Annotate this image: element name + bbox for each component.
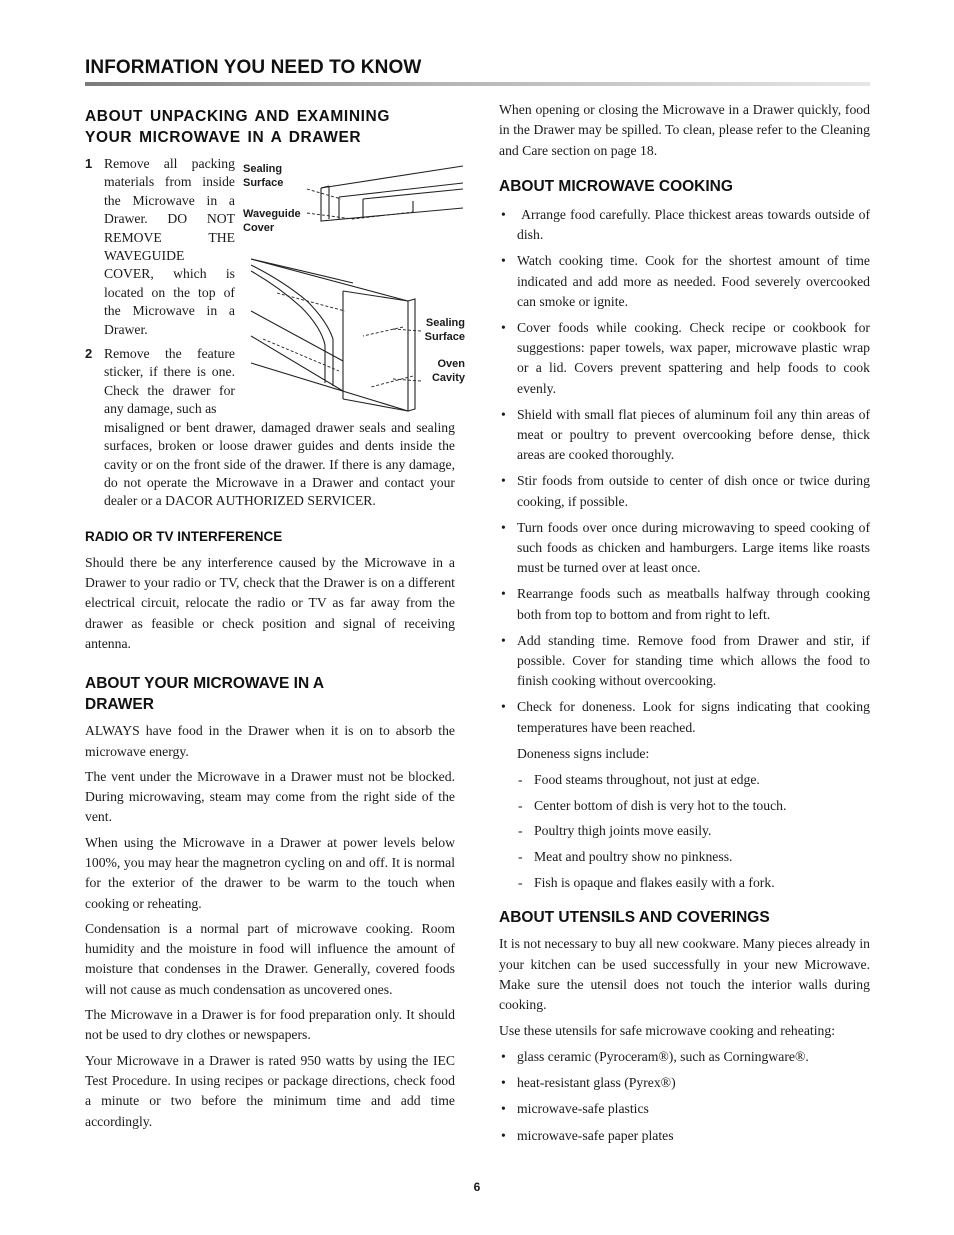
- unpacking-heading: [85, 106, 455, 148]
- utensils-heading: ABOUT UTENSILS AND COVERINGS: [499, 909, 770, 927]
- utensils-intro: It is not necessary to buy all new cookware. Many pieces already in your kitchen can be used successfully in your new Microwave. Make sure the utensil does not touch the interior walls during cooking.: [499, 936, 870, 1013]
- unpacking-section: [85, 106, 465, 511]
- list-item: [499, 251, 870, 312]
- list-item-text: Arrange food carefully. Place thickest areas towards outside of dish.: [517, 206, 874, 243]
- unpacking-heading-line2: YOUR MICROWAVE IN A DRAWER: [85, 129, 362, 146]
- bullet: •: [501, 1048, 506, 1064]
- bullet: •: [501, 473, 506, 489]
- utensils-list: [499, 1047, 870, 1146]
- step-2-text-wide: misaligned or bent drawer, damaged drawer seals and sealing surfaces, broken or loose drawer guides and dents inside the cavity or on the front side of the drawer. If there is any damage, do not operate the Microwave in a Drawer and contact your dealer or a DACOR AUTHORIZED SERVICER.: [104, 419, 455, 509]
- doneness-intro: Doneness signs include:: [517, 745, 650, 761]
- list-item: [517, 873, 870, 893]
- title-rule: [85, 82, 870, 86]
- spill-note: When opening or closing the Microwave in a Drawer quickly, food in the Drawer may be spilled. To clean, please refer to the Cleaning and Care section on page 18.: [499, 102, 870, 158]
- list-item-text: heat-resistant glass (Pyrex®): [517, 1075, 676, 1091]
- unpacking-heading-line1: ABOUT UNPACKING AND EXAMINING: [85, 108, 390, 125]
- dash: -: [518, 797, 523, 813]
- bullet: •: [501, 1075, 506, 1091]
- list-item-text: Stir foods from outside to center of dish once or twice during cooking, if possible.: [517, 473, 870, 509]
- label-line: Sealing: [243, 163, 283, 175]
- about-drawer-paragraph: The vent under the Microwave in a Drawer must not be blocked. During microwaving, steam may come from the right side of the vent.: [85, 768, 455, 825]
- label-line: Surface: [424, 331, 465, 343]
- step-2-text-narrow: Remove the feature sticker, if there is one. Check the drawer for any damage, such as: [104, 346, 235, 417]
- utensils-section: [499, 907, 870, 1145]
- list-item: [499, 1099, 870, 1119]
- list-item: [499, 1047, 870, 1067]
- list-item-text: Center bottom of dish is very hot to the touch.: [534, 797, 787, 813]
- step-1-text: Remove all packing materials from inside the Microwave in a Drawer. DO NOT REMOVE THE WAVEGUIDE COVER, which is located on the top of the Microwave in a Drawer.: [104, 156, 235, 337]
- list-item-text: Cover foods while cooking. Check recipe or cookbook for suggestions: paper towels, wax paper, microwave plastic wrap or a lid. Covers prevent spattering and help foods to cook evenly.: [517, 319, 870, 396]
- label-line: Cover: [243, 222, 275, 234]
- list-item: [499, 1073, 870, 1093]
- list-item-text: Rearrange foods such as meatballs halfway through cooking both from top to bottom and from right to left.: [517, 586, 870, 622]
- left-column: [85, 100, 465, 1137]
- about-drawer-section: [85, 673, 455, 1132]
- bullet: •: [501, 206, 506, 222]
- list-item: [499, 631, 870, 692]
- list-item-text: Food steams throughout, not just at edge.: [534, 771, 760, 787]
- page-title: INFORMATION YOU NEED TO KNOW: [85, 57, 422, 78]
- label-sealing-surface-right: [405, 316, 465, 344]
- label-line: Cavity: [431, 372, 465, 384]
- about-drawer-paragraph: When using the Microwave in a Drawer at power levels below 100%, you may hear the magnetron cycling on and off. It is normal for the exterior of the drawer to be warm to the touch when cooking or reheating.: [85, 834, 455, 911]
- bullet: •: [501, 253, 506, 269]
- list-item: [499, 1126, 870, 1146]
- about-drawer-heading-line1: ABOUT YOUR MICROWAVE IN A: [85, 675, 325, 693]
- list-item-text: Turn foods over once during microwaving to speed cooking of such foods as chicken and hamburgers. Large items like roasts must be turned over at least once.: [517, 519, 870, 576]
- bullet: •: [501, 699, 506, 715]
- list-item: [517, 770, 870, 790]
- bullet: •: [501, 632, 506, 648]
- label-sealing-surface-top: [243, 162, 283, 190]
- list-item: [499, 318, 870, 399]
- dash: -: [518, 771, 523, 787]
- list-item-text: Shield with small flat pieces of aluminum foil any thin areas of meat or poultry to prevent overcooking before dense, thick areas are cooked thoroughly.: [517, 406, 870, 463]
- label-line: Oven: [437, 358, 465, 370]
- about-drawer-paragraph: Condensation is a normal part of microwave cooking. Room humidity and the moisture in food will influence the amount of moisture that condenses in the Drawer. Generally, covered foods will not cause as much condensation as uncovered ones.: [85, 920, 455, 997]
- about-drawer-heading: [85, 673, 455, 715]
- cooking-heading: ABOUT MICROWAVE COOKING: [499, 177, 733, 195]
- label-line: Surface: [243, 177, 284, 189]
- right-column: [499, 100, 874, 1152]
- bullet: •: [501, 586, 506, 602]
- label-oven-cavity: [405, 357, 465, 385]
- label-waveguide-cover: [243, 207, 301, 235]
- list-item: [517, 847, 870, 867]
- unpacking-step-1: [85, 155, 235, 339]
- list-item-text: Check for doneness. Look for signs indicating that cooking temperatures have been reached.: [517, 699, 870, 735]
- doneness-signs-list: [499, 770, 870, 894]
- dash: -: [518, 849, 523, 865]
- list-item: [499, 584, 870, 624]
- list-item-text: microwave-safe plastics: [517, 1101, 649, 1117]
- page-number: 6: [473, 1180, 481, 1194]
- bullet: •: [501, 406, 506, 422]
- about-drawer-paragraph: The Microwave in a Drawer is for food preparation only. It should not be used to dry clothes or newspapers.: [85, 1007, 455, 1043]
- interference-section: [85, 528, 455, 654]
- list-item-text: microwave-safe paper plates: [517, 1127, 674, 1143]
- list-item: [499, 518, 870, 579]
- list-item-text: Poultry thigh joints move easily.: [534, 823, 712, 839]
- step-number: 2: [85, 346, 93, 362]
- interference-text: Should there be any interference caused by the Microwave in a Drawer to your radio or TV, check that the Drawer is on a different electrical circuit, relocate the radio or TV as far away from the drawer as feasible or check position and signal of receiving antenna.: [85, 554, 455, 651]
- bullet: •: [501, 319, 506, 335]
- dash: -: [518, 823, 523, 839]
- list-item-text: Add standing time. Remove food from Drawer and stir, if possible. Cover for standing time which allows the food to finish cooking without overcooking.: [517, 632, 870, 689]
- utensils-list-intro: Use these utensils for safe microwave cooking and reheating:: [499, 1022, 835, 1038]
- bullet: •: [501, 1101, 506, 1117]
- bullet: •: [501, 1127, 506, 1143]
- list-item-text: Fish is opaque and flakes easily with a fork.: [534, 875, 775, 891]
- interference-heading: RADIO OR TV INTERFERENCE: [85, 528, 283, 544]
- label-line: Sealing: [425, 317, 465, 329]
- dash: -: [518, 875, 523, 891]
- label-line: Waveguide: [243, 208, 301, 220]
- list-item-text: Watch cooking time. Cook for the shortest amount of time indicated and add more as needed. Food severely overcooked can smoke or ignite.: [517, 253, 870, 309]
- bullet: •: [501, 519, 506, 535]
- cooking-section: [499, 176, 874, 894]
- about-drawer-paragraph: Your Microwave in a Drawer is rated 950 watts by using the IEC Test Procedure. In using recipes or package directions, check food a minute or two before the minimum time and add time accordingly.: [85, 1052, 455, 1129]
- about-drawer-heading-line2: DRAWER: [85, 696, 154, 714]
- list-item: [517, 796, 870, 816]
- about-drawer-paragraph: ALWAYS have food in the Drawer when it is on to absorb the microwave energy.: [85, 723, 455, 759]
- list-item-text: glass ceramic (Pyroceram®), such as Corningware®.: [517, 1048, 809, 1064]
- list-item: [499, 471, 870, 511]
- step-number: 1: [85, 156, 93, 171]
- list-item-text: Meat and poultry show no pinkness.: [534, 849, 733, 865]
- list-item: [499, 697, 870, 737]
- list-item: [499, 405, 870, 466]
- cooking-tips-list: [499, 205, 874, 738]
- list-item: [499, 205, 874, 245]
- list-item: [517, 821, 870, 841]
